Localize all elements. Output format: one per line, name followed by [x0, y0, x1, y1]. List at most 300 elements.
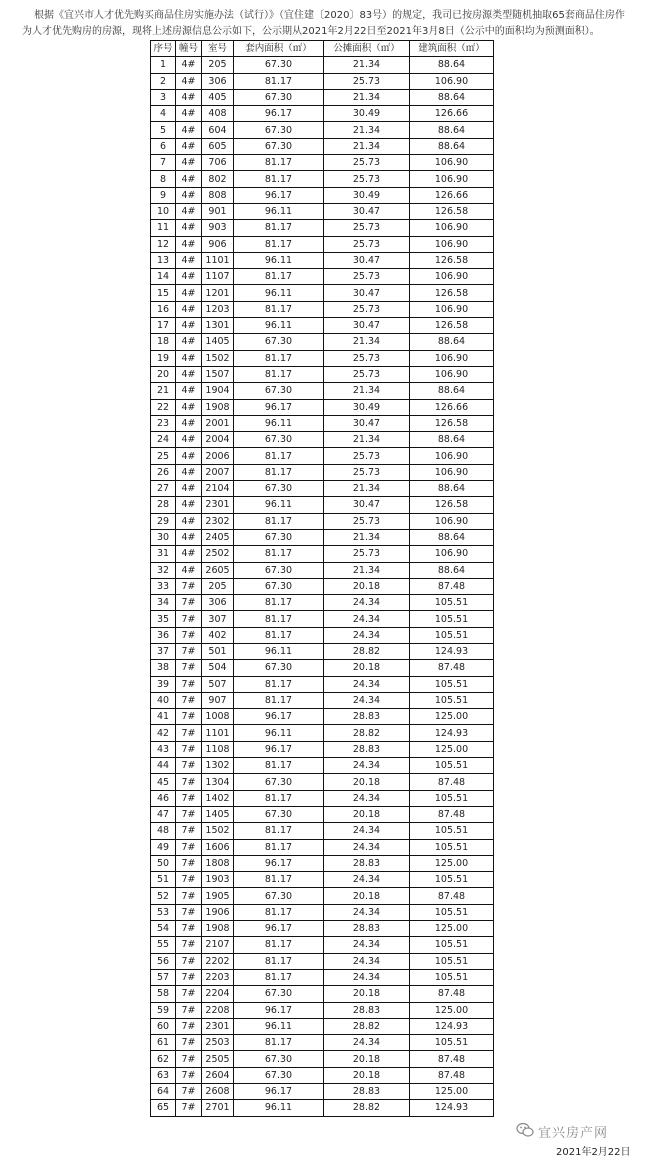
cell-room: 2203 [202, 969, 234, 985]
cell-shared-area: 30.47 [324, 415, 410, 431]
cell-inner-area: 67.30 [234, 89, 324, 105]
cell-shared-area: 24.34 [324, 611, 410, 627]
cell-building: 7# [176, 855, 202, 871]
cell-shared-area: 25.73 [324, 350, 410, 366]
table-row [151, 236, 494, 252]
cell-seq: 46 [151, 790, 176, 806]
cell-building: 4# [176, 464, 202, 480]
cell-inner-area: 67.30 [234, 432, 324, 448]
table-row [151, 709, 494, 725]
cell-inner-area: 81.17 [234, 676, 324, 692]
cell-building: 7# [176, 1002, 202, 1018]
cell-shared-area: 20.18 [324, 1067, 410, 1083]
cell-building-area: 105.51 [410, 969, 494, 985]
table-row [151, 366, 494, 382]
cell-shared-area: 24.34 [324, 904, 410, 920]
cell-building: 7# [176, 790, 202, 806]
cell-shared-area: 30.47 [324, 252, 410, 268]
watermark-text: 宜兴房产网 [538, 1126, 609, 1141]
cell-shared-area: 24.34 [324, 676, 410, 692]
cell-inner-area: 81.17 [234, 546, 324, 562]
cell-room: 1502 [202, 823, 234, 839]
cell-inner-area: 81.17 [234, 155, 324, 171]
cell-room: 2301 [202, 1018, 234, 1034]
cell-shared-area: 21.34 [324, 432, 410, 448]
cell-room: 1302 [202, 758, 234, 774]
header-room: 室号 [202, 41, 234, 57]
cell-shared-area: 30.47 [324, 285, 410, 301]
cell-shared-area: 28.82 [324, 1100, 410, 1116]
cell-building-area: 88.64 [410, 122, 494, 138]
cell-seq: 40 [151, 692, 176, 708]
cell-inner-area: 81.17 [234, 692, 324, 708]
table-row [151, 106, 494, 122]
cell-building-area: 105.51 [410, 937, 494, 953]
cell-room: 2505 [202, 1051, 234, 1067]
cell-building: 4# [176, 562, 202, 578]
table-row [151, 1018, 494, 1034]
cell-building-area: 105.51 [410, 953, 494, 969]
cell-inner-area: 67.30 [234, 562, 324, 578]
cell-building: 7# [176, 758, 202, 774]
cell-seq: 51 [151, 872, 176, 888]
cell-seq: 44 [151, 758, 176, 774]
cell-seq: 35 [151, 611, 176, 627]
cell-building: 7# [176, 660, 202, 676]
cell-building: 4# [176, 252, 202, 268]
cell-building-area: 106.90 [410, 236, 494, 252]
cell-shared-area: 25.73 [324, 546, 410, 562]
cell-building-area: 105.51 [410, 692, 494, 708]
cell-shared-area: 25.73 [324, 301, 410, 317]
cell-building-area: 125.00 [410, 855, 494, 871]
cell-seq: 39 [151, 676, 176, 692]
cell-inner-area: 81.17 [234, 73, 324, 89]
cell-building: 7# [176, 888, 202, 904]
cell-shared-area: 30.47 [324, 318, 410, 334]
table-row [151, 692, 494, 708]
cell-inner-area: 81.17 [234, 301, 324, 317]
cell-building-area: 124.93 [410, 643, 494, 659]
table-row [151, 839, 494, 855]
cell-building: 7# [176, 823, 202, 839]
cell-building-area: 124.93 [410, 725, 494, 741]
cell-seq: 62 [151, 1051, 176, 1067]
cell-inner-area: 96.11 [234, 203, 324, 219]
cell-inner-area: 67.30 [234, 529, 324, 545]
cell-building: 4# [176, 481, 202, 497]
table-row [151, 122, 494, 138]
table-row [151, 350, 494, 366]
cell-seq: 6 [151, 138, 176, 154]
table-row [151, 415, 494, 431]
table-row [151, 953, 494, 969]
cell-shared-area: 21.34 [324, 89, 410, 105]
cell-building-area: 126.66 [410, 399, 494, 415]
cell-seq: 30 [151, 529, 176, 545]
cell-seq: 64 [151, 1084, 176, 1100]
table-row [151, 73, 494, 89]
cell-shared-area: 30.49 [324, 399, 410, 415]
cell-shared-area: 24.34 [324, 790, 410, 806]
cell-building-area: 106.90 [410, 464, 494, 480]
table-row [151, 89, 494, 105]
cell-seq: 63 [151, 1067, 176, 1083]
cell-seq: 8 [151, 171, 176, 187]
cell-building-area: 87.48 [410, 774, 494, 790]
cell-seq: 50 [151, 855, 176, 871]
cell-room: 906 [202, 236, 234, 252]
cell-seq: 17 [151, 318, 176, 334]
cell-shared-area: 25.73 [324, 366, 410, 382]
table-row [151, 464, 494, 480]
cell-building: 7# [176, 937, 202, 953]
cell-inner-area: 81.17 [234, 790, 324, 806]
cell-building-area: 106.90 [410, 73, 494, 89]
header-seq: 序号 [151, 41, 176, 57]
cell-inner-area: 96.11 [234, 643, 324, 659]
cell-inner-area: 96.11 [234, 252, 324, 268]
cell-seq: 28 [151, 497, 176, 513]
cell-seq: 49 [151, 839, 176, 855]
cell-room: 405 [202, 89, 234, 105]
cell-building-area: 88.64 [410, 138, 494, 154]
cell-building: 4# [176, 138, 202, 154]
cell-inner-area: 81.17 [234, 513, 324, 529]
table-row [151, 497, 494, 513]
cell-building-area: 106.90 [410, 155, 494, 171]
cell-building-area: 88.64 [410, 89, 494, 105]
cell-seq: 54 [151, 921, 176, 937]
header-shared-area: 公摊面积（㎡） [324, 41, 410, 57]
cell-inner-area: 67.30 [234, 57, 324, 73]
cell-seq: 3 [151, 89, 176, 105]
cell-inner-area: 81.17 [234, 220, 324, 236]
cell-building-area: 126.58 [410, 318, 494, 334]
cell-seq: 60 [151, 1018, 176, 1034]
cell-building-area: 105.51 [410, 758, 494, 774]
cell-room: 2001 [202, 415, 234, 431]
table-row [151, 986, 494, 1002]
cell-room: 306 [202, 73, 234, 89]
cell-building-area: 106.90 [410, 171, 494, 187]
cell-inner-area: 96.11 [234, 1018, 324, 1034]
table-row [151, 546, 494, 562]
cell-inner-area: 96.11 [234, 497, 324, 513]
cell-building-area: 105.51 [410, 1035, 494, 1051]
cell-seq: 55 [151, 937, 176, 953]
cell-seq: 43 [151, 741, 176, 757]
cell-shared-area: 25.73 [324, 171, 410, 187]
cell-seq: 26 [151, 464, 176, 480]
cell-shared-area: 20.18 [324, 986, 410, 1002]
cell-building: 4# [176, 497, 202, 513]
cell-shared-area: 21.34 [324, 481, 410, 497]
cell-inner-area: 81.17 [234, 464, 324, 480]
cell-building-area: 105.51 [410, 904, 494, 920]
cell-inner-area: 96.17 [234, 921, 324, 937]
cell-building-area: 126.58 [410, 497, 494, 513]
table-row [151, 529, 494, 545]
cell-inner-area: 81.17 [234, 953, 324, 969]
cell-seq: 27 [151, 481, 176, 497]
cell-seq: 33 [151, 578, 176, 594]
table-row [151, 432, 494, 448]
cell-seq: 14 [151, 269, 176, 285]
cell-building-area: 87.48 [410, 986, 494, 1002]
cell-seq: 36 [151, 627, 176, 643]
footer-date: 2021年2月22日 [556, 1147, 631, 1158]
cell-building: 7# [176, 953, 202, 969]
table-row [151, 578, 494, 594]
cell-seq: 12 [151, 236, 176, 252]
cell-shared-area: 25.73 [324, 155, 410, 171]
table-row [151, 57, 494, 73]
cell-building-area: 126.66 [410, 106, 494, 122]
cell-room: 2405 [202, 529, 234, 545]
cell-building: 4# [176, 399, 202, 415]
cell-shared-area: 28.83 [324, 709, 410, 725]
cell-room: 1606 [202, 839, 234, 855]
cell-room: 903 [202, 220, 234, 236]
table-row [151, 1084, 494, 1100]
table-row [151, 969, 494, 985]
cell-seq: 53 [151, 904, 176, 920]
cell-room: 1101 [202, 252, 234, 268]
cell-building-area: 124.93 [410, 1100, 494, 1116]
cell-shared-area: 24.34 [324, 627, 410, 643]
table-row [151, 921, 494, 937]
cell-building-area: 125.00 [410, 921, 494, 937]
cell-building-area: 106.90 [410, 269, 494, 285]
cell-building: 7# [176, 1051, 202, 1067]
cell-room: 2104 [202, 481, 234, 497]
table-row [151, 823, 494, 839]
table-row [151, 676, 494, 692]
cell-room: 1402 [202, 790, 234, 806]
cell-building: 7# [176, 1035, 202, 1051]
cell-building: 7# [176, 986, 202, 1002]
table-row [151, 155, 494, 171]
cell-shared-area: 21.34 [324, 57, 410, 73]
table-row [151, 595, 494, 611]
cell-building: 4# [176, 366, 202, 382]
table-row [151, 269, 494, 285]
cell-building-area: 105.51 [410, 872, 494, 888]
cell-inner-area: 81.17 [234, 1035, 324, 1051]
cell-seq: 48 [151, 823, 176, 839]
cell-seq: 15 [151, 285, 176, 301]
cell-inner-area: 81.17 [234, 269, 324, 285]
table-body [151, 57, 494, 1116]
cell-building: 4# [176, 89, 202, 105]
table-row [151, 318, 494, 334]
cell-shared-area: 21.34 [324, 122, 410, 138]
table-row [151, 171, 494, 187]
cell-inner-area: 67.30 [234, 334, 324, 350]
cell-shared-area: 25.73 [324, 236, 410, 252]
cell-room: 1905 [202, 888, 234, 904]
cell-building: 4# [176, 171, 202, 187]
cell-room: 901 [202, 203, 234, 219]
cell-seq: 45 [151, 774, 176, 790]
cell-shared-area: 28.82 [324, 725, 410, 741]
cell-seq: 16 [151, 301, 176, 317]
cell-room: 1906 [202, 904, 234, 920]
cell-inner-area: 96.17 [234, 855, 324, 871]
cell-building-area: 105.51 [410, 839, 494, 855]
cell-inner-area: 96.17 [234, 1002, 324, 1018]
table-row [151, 138, 494, 154]
table-row [151, 904, 494, 920]
cell-building-area: 105.51 [410, 627, 494, 643]
cell-building: 4# [176, 448, 202, 464]
cell-building: 4# [176, 285, 202, 301]
cell-building-area: 105.51 [410, 790, 494, 806]
cell-inner-area: 67.30 [234, 122, 324, 138]
table-row [151, 383, 494, 399]
table-row [151, 334, 494, 350]
cell-shared-area: 21.34 [324, 383, 410, 399]
cell-building-area: 124.93 [410, 1018, 494, 1034]
cell-shared-area: 21.34 [324, 138, 410, 154]
cell-building-area: 106.90 [410, 366, 494, 382]
cell-inner-area: 81.17 [234, 627, 324, 643]
table-row [151, 187, 494, 203]
cell-building-area: 125.00 [410, 1002, 494, 1018]
cell-room: 2503 [202, 1035, 234, 1051]
cell-inner-area: 96.17 [234, 709, 324, 725]
cell-seq: 47 [151, 806, 176, 822]
cell-building: 7# [176, 725, 202, 741]
cell-building: 4# [176, 350, 202, 366]
cell-building: 7# [176, 741, 202, 757]
cell-shared-area: 30.47 [324, 203, 410, 219]
cell-building-area: 88.64 [410, 529, 494, 545]
cell-building-area: 105.51 [410, 823, 494, 839]
cell-seq: 10 [151, 203, 176, 219]
cell-room: 307 [202, 611, 234, 627]
cell-seq: 9 [151, 187, 176, 203]
cell-building-area: 125.00 [410, 1084, 494, 1100]
cell-room: 402 [202, 627, 234, 643]
table-row [151, 855, 494, 871]
cell-building-area: 87.48 [410, 806, 494, 822]
cell-building: 4# [176, 432, 202, 448]
cell-inner-area: 81.17 [234, 904, 324, 920]
table-row [151, 806, 494, 822]
cell-room: 2701 [202, 1100, 234, 1116]
table-row [151, 725, 494, 741]
cell-building-area: 106.90 [410, 350, 494, 366]
cell-seq: 41 [151, 709, 176, 725]
cell-building-area: 106.90 [410, 448, 494, 464]
cell-building: 7# [176, 839, 202, 855]
cell-room: 2208 [202, 1002, 234, 1018]
cell-shared-area: 28.83 [324, 1084, 410, 1100]
cell-seq: 65 [151, 1100, 176, 1116]
cell-room: 605 [202, 138, 234, 154]
header-building-area: 建筑面积（㎡） [410, 41, 494, 57]
table-row [151, 1035, 494, 1051]
cell-building-area: 105.51 [410, 676, 494, 692]
cell-shared-area: 24.34 [324, 1035, 410, 1051]
cell-shared-area: 21.34 [324, 562, 410, 578]
watermark [516, 1122, 636, 1140]
cell-building-area: 126.58 [410, 285, 494, 301]
cell-building: 7# [176, 921, 202, 937]
wechat-icon [516, 1122, 534, 1138]
cell-room: 1101 [202, 725, 234, 741]
cell-inner-area: 96.11 [234, 285, 324, 301]
cell-building: 7# [176, 627, 202, 643]
table-row [151, 741, 494, 757]
cell-building-area: 106.90 [410, 513, 494, 529]
cell-shared-area: 24.34 [324, 953, 410, 969]
cell-room: 1301 [202, 318, 234, 334]
cell-building: 4# [176, 546, 202, 562]
cell-building-area: 106.90 [410, 546, 494, 562]
cell-building: 4# [176, 529, 202, 545]
cell-inner-area: 67.30 [234, 383, 324, 399]
cell-room: 1903 [202, 872, 234, 888]
cell-seq: 22 [151, 399, 176, 415]
cell-building-area: 88.64 [410, 481, 494, 497]
table-row [151, 660, 494, 676]
cell-room: 504 [202, 660, 234, 676]
cell-building-area: 105.51 [410, 611, 494, 627]
cell-inner-area: 81.17 [234, 969, 324, 985]
cell-building: 7# [176, 904, 202, 920]
table-row [151, 252, 494, 268]
table-row [151, 203, 494, 219]
cell-seq: 7 [151, 155, 176, 171]
cell-building-area: 125.00 [410, 741, 494, 757]
cell-room: 802 [202, 171, 234, 187]
cell-shared-area: 20.18 [324, 888, 410, 904]
cell-inner-area: 67.30 [234, 1067, 324, 1083]
cell-inner-area: 81.17 [234, 823, 324, 839]
cell-room: 1808 [202, 855, 234, 871]
cell-inner-area: 81.17 [234, 236, 324, 252]
cell-building: 4# [176, 106, 202, 122]
cell-building-area: 105.51 [410, 595, 494, 611]
cell-building: 7# [176, 774, 202, 790]
cell-seq: 5 [151, 122, 176, 138]
cell-room: 1008 [202, 709, 234, 725]
cell-building: 7# [176, 1067, 202, 1083]
cell-building: 7# [176, 872, 202, 888]
header-inner-area: 套内面积（㎡） [234, 41, 324, 57]
cell-shared-area: 25.73 [324, 513, 410, 529]
cell-room: 1405 [202, 806, 234, 822]
cell-inner-area: 81.17 [234, 595, 324, 611]
cell-building: 7# [176, 1084, 202, 1100]
cell-room: 507 [202, 676, 234, 692]
cell-building-area: 88.64 [410, 57, 494, 73]
cell-inner-area: 67.30 [234, 660, 324, 676]
cell-room: 2605 [202, 562, 234, 578]
cell-room: 1507 [202, 366, 234, 382]
cell-room: 205 [202, 578, 234, 594]
table-row [151, 611, 494, 627]
cell-room: 2608 [202, 1084, 234, 1100]
cell-seq: 59 [151, 1002, 176, 1018]
cell-shared-area: 21.34 [324, 529, 410, 545]
cell-room: 1908 [202, 921, 234, 937]
cell-shared-area: 20.18 [324, 578, 410, 594]
cell-shared-area: 28.83 [324, 921, 410, 937]
